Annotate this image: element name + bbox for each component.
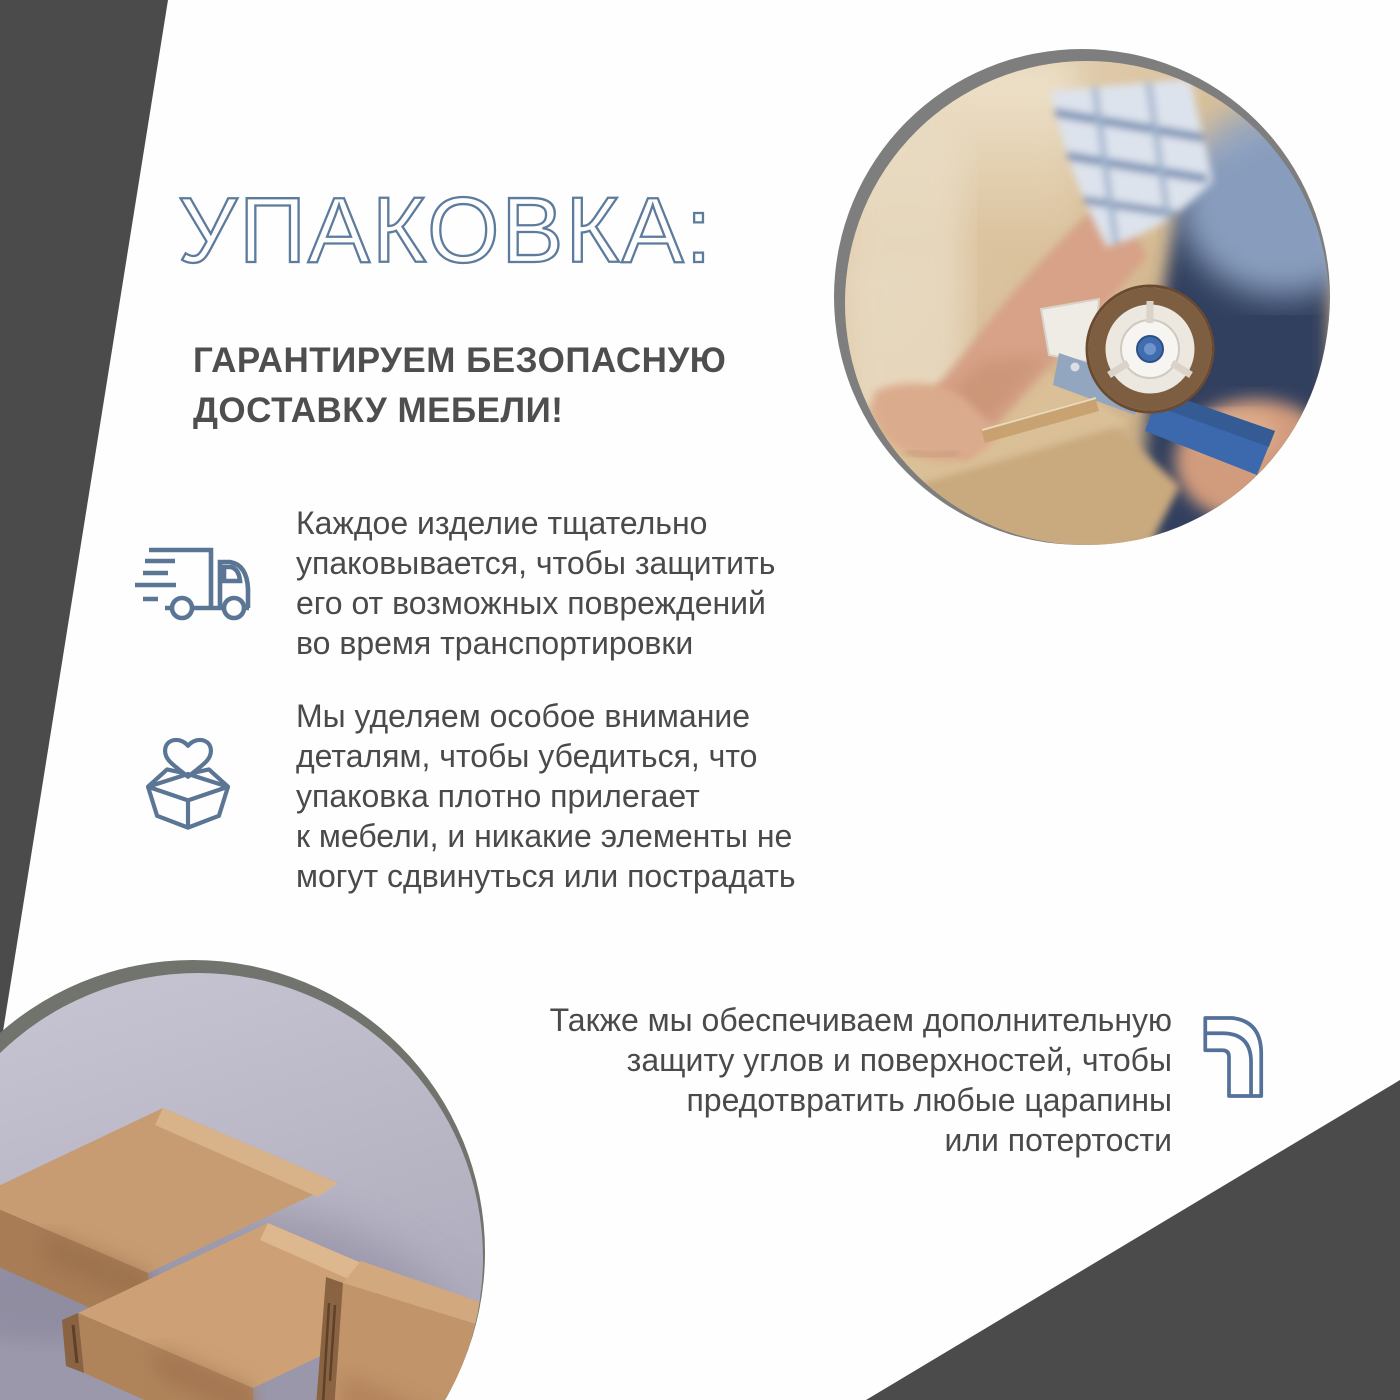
tape-dispenser-photo-art bbox=[845, 61, 1329, 545]
text-line: Также мы обеспечиваем дополнительную bbox=[549, 1002, 1172, 1038]
feature-2-text bbox=[296, 696, 796, 896]
text-line: защиту углов и поверхностей, чтобы bbox=[626, 1042, 1172, 1078]
box-heart-icon bbox=[130, 734, 246, 854]
text-line: Каждое изделие тщательно bbox=[296, 505, 708, 541]
tape-dispenser-packing-photo bbox=[845, 61, 1329, 545]
text-line: его от возможных повреждений bbox=[296, 585, 766, 621]
corner-protector-icon bbox=[1190, 1008, 1268, 1106]
text-line: к мебели, и никакие элементы не bbox=[296, 818, 793, 854]
feature-1-text bbox=[296, 503, 775, 663]
subtitle-line: ДОСТАВКУ МЕБЕЛИ! bbox=[193, 391, 564, 430]
text-line: предотвратить любые царапины bbox=[686, 1082, 1172, 1118]
subtitle bbox=[193, 336, 726, 436]
text-line: могут сдвинуться или пострадать bbox=[296, 858, 796, 894]
text-line: деталям, чтобы убедиться, что bbox=[296, 738, 758, 774]
delivery-truck-icon bbox=[134, 546, 260, 630]
text-line: упаковка плотно прилегает bbox=[296, 778, 700, 814]
text-line: упаковывается, чтобы защитить bbox=[296, 545, 776, 581]
text-line: во время транспортировки bbox=[296, 625, 694, 661]
subtitle-line: ГАРАНТИРУЕМ БЕЗОПАСНУЮ bbox=[193, 341, 727, 380]
page-title: УПАКОВКА: bbox=[178, 178, 714, 282]
text-line: или потертости bbox=[944, 1122, 1172, 1158]
bottom-note-text bbox=[410, 1000, 1172, 1160]
text-line: Мы уделяем особое внимание bbox=[296, 698, 751, 734]
